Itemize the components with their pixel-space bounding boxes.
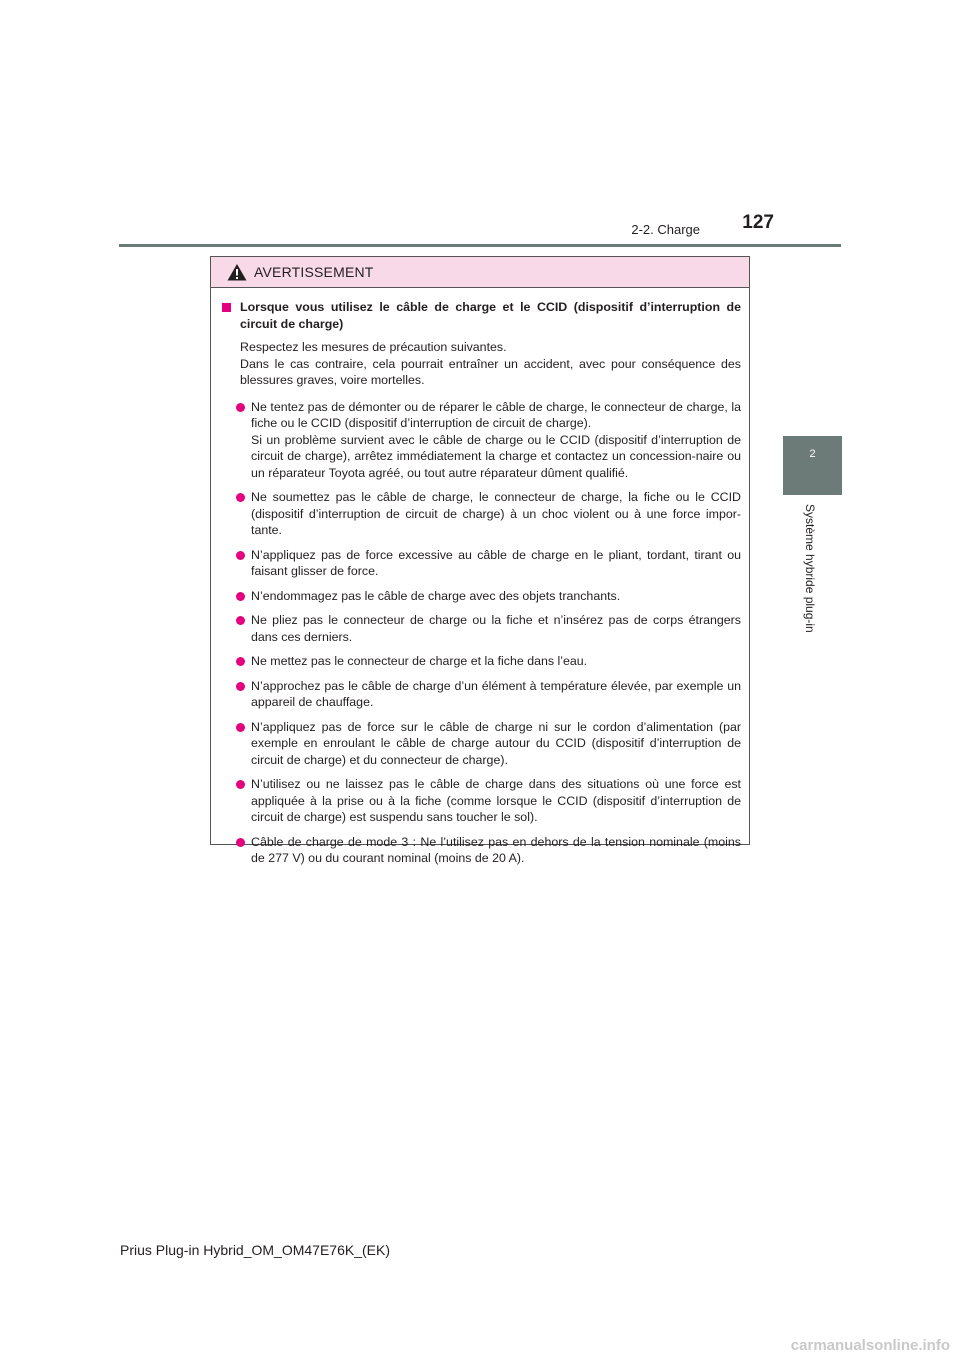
warning-subhead-text: Lorsque vous utilisez le câble de charge et le CCID (dispositif d’interruption de circuit de charge) bbox=[240, 300, 741, 331]
bullet-dot-icon bbox=[236, 403, 245, 412]
chapter-tab bbox=[783, 436, 842, 495]
section-title: 2-2. Charge bbox=[631, 222, 700, 237]
watermark: carmanualsonline.info bbox=[790, 1337, 950, 1354]
list-item-text: N’endommagez pas le câble de charge avec des objets tranchants. bbox=[251, 588, 621, 603]
list-item-text: Ne soumettez pas le câble de charge, le connecteur de charge, la fiche ou le CCID (dispositif d’interruption de circuit de charge) à un choc violent ou à une force impor-tante. bbox=[251, 490, 741, 537]
list-item-text: Câble de charge de mode 3 : Ne l’utilisez pas en dehors de la tension nominale (moins de 277 V) ou du courant nominal (moins de 20 A). bbox=[251, 834, 741, 865]
warning-title: AVERTISSEMENT bbox=[254, 264, 374, 280]
warning-subhead bbox=[219, 299, 741, 332]
bullet-dot-icon bbox=[236, 682, 245, 691]
intro-line: Respectez les mesures de précaution suivantes. bbox=[240, 340, 507, 354]
bullet-dot-icon bbox=[236, 616, 245, 625]
list-item bbox=[236, 719, 741, 769]
list-item-text: Ne mettez pas le connecteur de charge et la fiche dans l’eau. bbox=[251, 654, 588, 668]
list-item bbox=[236, 489, 741, 539]
precaution-list bbox=[236, 399, 741, 867]
bullet-dot-icon bbox=[236, 551, 245, 560]
list-item bbox=[236, 588, 741, 605]
list-item-text: N’approchez pas le câble de charge d’un élément à température élevée, par exemple un appareil de chauffage. bbox=[251, 678, 741, 709]
list-item-text: N’utilisez ou ne laissez pas le câble de charge dans des situations où une force est appliquée à la prise ou à la fiche (comme lorsque le CCID (dispositif d’interruption de circuit de charge) est suspendu sans toucher le sol). bbox=[251, 777, 741, 824]
bullet-dot-icon bbox=[236, 723, 245, 732]
list-item-text: Ne tentez pas de démonter ou de réparer le câble de charge, le connecteur de charge, la fiche ou le CCID (dispositif d’interruption de circuit de charge). bbox=[251, 399, 741, 430]
bullet-dot-icon bbox=[236, 493, 245, 502]
list-item bbox=[236, 776, 741, 826]
square-bullet-icon bbox=[222, 303, 231, 312]
bullet-dot-icon bbox=[236, 657, 245, 666]
list-item-text: Ne pliez pas le connecteur de charge ou la fiche et n’insérez pas de corps étrangers dans ces derniers. bbox=[251, 613, 741, 644]
manual-footer: Prius Plug-in Hybrid_OM_OM47E76K_(EK) bbox=[120, 1242, 390, 1258]
chapter-tab-number: 2 bbox=[809, 448, 816, 460]
list-item bbox=[236, 547, 741, 580]
warning-triangle-icon bbox=[227, 263, 247, 281]
warning-header bbox=[211, 257, 749, 288]
list-item-text: Si un problème survient avec le câble de charge ou le CCID (dispositif d’interruption de circuit de charge), arrêtez immédiatement la charge et contactez un concession-naire ou un réparateur Toyota agréé, ou tout autre réparateur dûment qualifié. bbox=[251, 432, 741, 480]
bullet-dot-icon bbox=[236, 780, 245, 789]
bullet-dot-icon bbox=[236, 592, 245, 601]
page-number: 127 bbox=[742, 212, 774, 233]
header-divider bbox=[119, 244, 841, 247]
list-item bbox=[236, 399, 741, 482]
list-item bbox=[236, 678, 741, 711]
warning-intro bbox=[240, 339, 741, 389]
list-item bbox=[236, 834, 741, 867]
chapter-side-title bbox=[803, 504, 817, 654]
bullet-dot-icon bbox=[236, 838, 245, 847]
list-item-text: N’appliquez pas de force sur le câble de charge ni sur le cordon d’alimentation (par exemple en enroulant le câble de charge autour du CCID (dispositif d’interruption de circuit de charge) et du connecteur de charge). bbox=[251, 719, 741, 767]
warning-box bbox=[210, 256, 750, 865]
list-item bbox=[236, 612, 741, 645]
intro-line: Dans le cas contraire, cela pourrait entraîner un accident, avec pour conséquence des blessures graves, voire mortelles. bbox=[240, 356, 741, 387]
chapter-side-title-text: Système hybride plug-in bbox=[803, 504, 817, 633]
list-item bbox=[236, 653, 741, 670]
list-item-text: N’appliquez pas de force excessive au câble de charge en le pliant, tordant, tirant ou faisant glisser de force. bbox=[251, 547, 741, 578]
warning-body bbox=[211, 288, 749, 867]
